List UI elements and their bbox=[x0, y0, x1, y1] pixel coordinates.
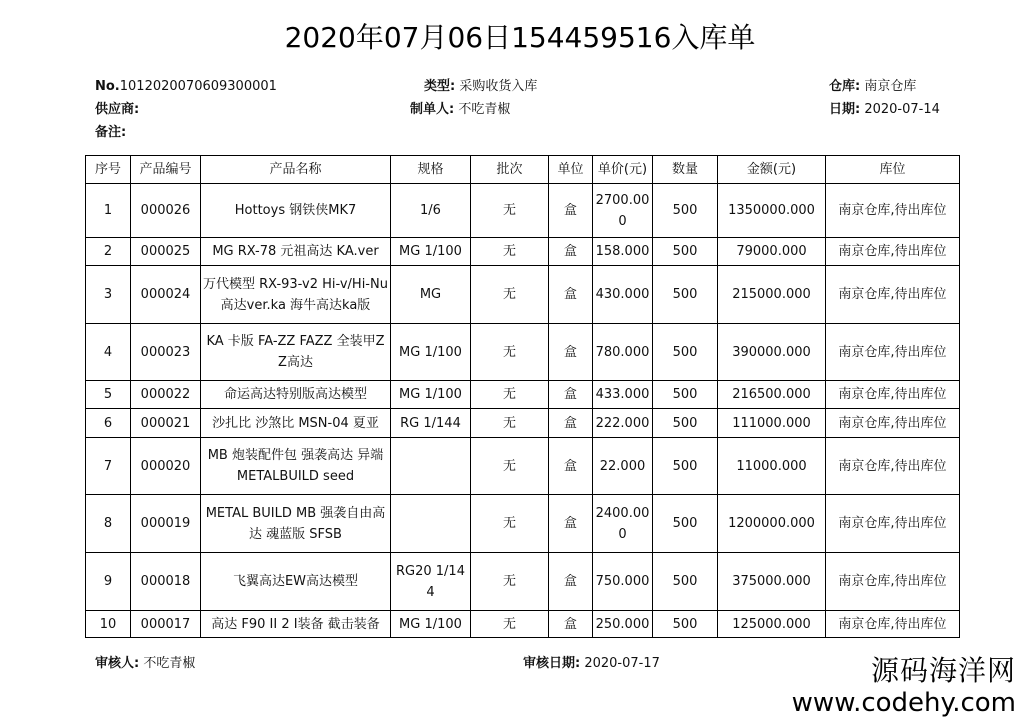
cell-name: 命运高达特别版高达模型 bbox=[201, 381, 391, 409]
cell-code: 000024 bbox=[131, 266, 201, 324]
cell-seq: 7 bbox=[86, 438, 131, 495]
review-date-label: 审核日期: bbox=[523, 656, 581, 671]
cell-location: 南京仓库,待出库位 bbox=[826, 611, 960, 638]
table-row bbox=[86, 495, 960, 553]
reviewer-label: 审核人: bbox=[95, 656, 140, 671]
cell-location: 南京仓库,待出库位 bbox=[826, 438, 960, 495]
cell-price: 22.000 bbox=[593, 438, 653, 495]
cell-seq: 2 bbox=[86, 238, 131, 266]
warehouse bbox=[829, 78, 916, 96]
cell-unit: 盒 bbox=[549, 381, 593, 409]
page-title: 2020年07月06日154459516入库单 bbox=[284, 21, 756, 54]
cell-price: 433.000 bbox=[593, 381, 653, 409]
cell-spec: MG 1/100 bbox=[391, 324, 471, 381]
cell-unit: 盒 bbox=[549, 324, 593, 381]
cell-spec: RG20 1/144 bbox=[391, 553, 471, 611]
cell-spec: MG 1/100 bbox=[391, 611, 471, 638]
cell-unit: 盒 bbox=[549, 438, 593, 495]
col-header-name: 产品名称 bbox=[201, 156, 391, 184]
table-row bbox=[86, 381, 960, 409]
cell-amount: 79000.000 bbox=[718, 238, 826, 266]
cell-amount: 390000.000 bbox=[718, 324, 826, 381]
doc-type-label: 类型: bbox=[424, 79, 456, 94]
cell-price: 750.000 bbox=[593, 553, 653, 611]
cell-name: 万代模型 RX-93-v2 Hi-v/Hi-Nu高达ver.ka 海牛高达ka版 bbox=[201, 266, 391, 324]
creator-label: 制单人: bbox=[410, 102, 455, 117]
cell-location: 南京仓库,待出库位 bbox=[826, 409, 960, 438]
doc-type bbox=[424, 78, 537, 96]
creator bbox=[410, 101, 510, 119]
cell-unit: 盒 bbox=[549, 553, 593, 611]
cell-price: 2400.000 bbox=[593, 495, 653, 553]
col-header-batch: 批次 bbox=[471, 156, 549, 184]
doc-number bbox=[95, 78, 277, 96]
table-row bbox=[86, 611, 960, 638]
remark-label: 备注: bbox=[95, 125, 127, 140]
cell-location: 南京仓库,待出库位 bbox=[826, 266, 960, 324]
cell-seq: 3 bbox=[86, 266, 131, 324]
cell-seq: 4 bbox=[86, 324, 131, 381]
cell-batch: 无 bbox=[471, 611, 549, 638]
table-row bbox=[86, 438, 960, 495]
table-row bbox=[86, 409, 960, 438]
warehouse-label: 仓库: bbox=[829, 79, 861, 94]
cell-location: 南京仓库,待出库位 bbox=[826, 381, 960, 409]
items-table bbox=[85, 155, 960, 638]
cell-batch: 无 bbox=[471, 495, 549, 553]
doc-date bbox=[829, 101, 940, 119]
col-header-price: 单价(元) bbox=[593, 156, 653, 184]
cell-code: 000023 bbox=[131, 324, 201, 381]
cell-qty: 500 bbox=[653, 238, 718, 266]
cell-price: 2700.000 bbox=[593, 184, 653, 238]
cell-location: 南京仓库,待出库位 bbox=[826, 324, 960, 381]
cell-name: MB 炮装配件包 强袭高达 异端 METALBUILD seed bbox=[201, 438, 391, 495]
cell-qty: 500 bbox=[653, 495, 718, 553]
cell-name: 沙扎比 沙煞比 MSN-04 夏亚 bbox=[201, 409, 391, 438]
cell-qty: 500 bbox=[653, 438, 718, 495]
cell-amount: 11000.000 bbox=[718, 438, 826, 495]
table-row bbox=[86, 184, 960, 238]
cell-batch: 无 bbox=[471, 409, 549, 438]
cell-code: 000020 bbox=[131, 438, 201, 495]
table-row bbox=[86, 553, 960, 611]
cell-spec bbox=[391, 438, 471, 495]
cell-code: 000018 bbox=[131, 553, 201, 611]
cell-amount: 375000.000 bbox=[718, 553, 826, 611]
cell-code: 000026 bbox=[131, 184, 201, 238]
col-header-spec: 规格 bbox=[391, 156, 471, 184]
cell-price: 780.000 bbox=[593, 324, 653, 381]
cell-seq: 9 bbox=[86, 553, 131, 611]
cell-qty: 500 bbox=[653, 381, 718, 409]
cell-spec bbox=[391, 495, 471, 553]
cell-price: 430.000 bbox=[593, 266, 653, 324]
cell-unit: 盒 bbox=[549, 409, 593, 438]
cell-qty: 500 bbox=[653, 409, 718, 438]
cell-batch: 无 bbox=[471, 438, 549, 495]
cell-amount: 216500.000 bbox=[718, 381, 826, 409]
watermark-url: www.codehy.com bbox=[791, 688, 1016, 718]
cell-code: 000019 bbox=[131, 495, 201, 553]
cell-location: 南京仓库,待出库位 bbox=[826, 238, 960, 266]
cell-spec: MG 1/100 bbox=[391, 381, 471, 409]
cell-unit: 盒 bbox=[549, 266, 593, 324]
cell-seq: 5 bbox=[86, 381, 131, 409]
review-date bbox=[523, 655, 660, 673]
cell-batch: 无 bbox=[471, 266, 549, 324]
table-row bbox=[86, 324, 960, 381]
watermark-site-name: 源码海洋网 bbox=[870, 654, 1016, 687]
remark bbox=[95, 124, 126, 142]
cell-code: 000021 bbox=[131, 409, 201, 438]
reviewer bbox=[95, 655, 195, 673]
cell-amount: 125000.000 bbox=[718, 611, 826, 638]
doc-type-value: 采购收货入库 bbox=[459, 79, 538, 94]
cell-location: 南京仓库,待出库位 bbox=[826, 495, 960, 553]
cell-seq: 8 bbox=[86, 495, 131, 553]
cell-unit: 盒 bbox=[549, 184, 593, 238]
cell-seq: 10 bbox=[86, 611, 131, 638]
cell-code: 000017 bbox=[131, 611, 201, 638]
cell-batch: 无 bbox=[471, 553, 549, 611]
col-header-seq: 序号 bbox=[86, 156, 131, 184]
cell-batch: 无 bbox=[471, 381, 549, 409]
col-header-unit: 单位 bbox=[549, 156, 593, 184]
cell-name: 飞翼高达EW高达模型 bbox=[201, 553, 391, 611]
cell-spec: MG bbox=[391, 266, 471, 324]
cell-amount: 1200000.000 bbox=[718, 495, 826, 553]
doc-date-label: 日期: bbox=[829, 102, 861, 117]
cell-unit: 盒 bbox=[549, 495, 593, 553]
cell-location: 南京仓库,待出库位 bbox=[826, 553, 960, 611]
cell-qty: 500 bbox=[653, 553, 718, 611]
cell-batch: 无 bbox=[471, 238, 549, 266]
cell-spec: RG 1/144 bbox=[391, 409, 471, 438]
cell-unit: 盒 bbox=[549, 611, 593, 638]
cell-price: 250.000 bbox=[593, 611, 653, 638]
cell-price: 158.000 bbox=[593, 238, 653, 266]
cell-unit: 盒 bbox=[549, 238, 593, 266]
cell-seq: 6 bbox=[86, 409, 131, 438]
cell-qty: 500 bbox=[653, 266, 718, 324]
cell-batch: 无 bbox=[471, 324, 549, 381]
cell-price: 222.000 bbox=[593, 409, 653, 438]
supplier-label: 供应商: bbox=[95, 102, 140, 117]
cell-name: METAL BUILD MB 强袭自由高达 魂蓝版 SFSB bbox=[201, 495, 391, 553]
cell-name: Hottoys 钢铁侠MK7 bbox=[201, 184, 391, 238]
cell-amount: 215000.000 bbox=[718, 266, 826, 324]
doc-date-value: 2020-07-14 bbox=[864, 102, 940, 117]
col-header-qty: 数量 bbox=[653, 156, 718, 184]
cell-location: 南京仓库,待出库位 bbox=[826, 184, 960, 238]
cell-batch: 无 bbox=[471, 184, 549, 238]
cell-qty: 500 bbox=[653, 184, 718, 238]
col-header-code: 产品编号 bbox=[131, 156, 201, 184]
warehouse-value: 南京仓库 bbox=[864, 79, 917, 94]
table-row bbox=[86, 238, 960, 266]
cell-qty: 500 bbox=[653, 611, 718, 638]
cell-code: 000022 bbox=[131, 381, 201, 409]
cell-seq: 1 bbox=[86, 184, 131, 238]
cell-spec: 1/6 bbox=[391, 184, 471, 238]
cell-name: KA 卡版 FA-ZZ FAZZ 全装甲ZZ高达 bbox=[201, 324, 391, 381]
supplier bbox=[95, 101, 139, 119]
cell-name: MG RX-78 元祖高达 KA.ver bbox=[201, 238, 391, 266]
cell-name: 高达 F90 II 2 I装备 截击装备 bbox=[201, 611, 391, 638]
cell-amount: 1350000.000 bbox=[718, 184, 826, 238]
table-row bbox=[86, 266, 960, 324]
doc-number-label: No. bbox=[95, 79, 120, 94]
review-date-value: 2020-07-17 bbox=[584, 656, 660, 671]
cell-amount: 111000.000 bbox=[718, 409, 826, 438]
doc-number-value: 1012020070609300001 bbox=[119, 79, 277, 94]
creator-value: 不吃青椒 bbox=[458, 102, 511, 117]
cell-code: 000025 bbox=[131, 238, 201, 266]
reviewer-value: 不吃青椒 bbox=[143, 656, 196, 671]
col-header-location: 库位 bbox=[826, 156, 960, 184]
watermark bbox=[792, 654, 1016, 718]
table-header-row bbox=[86, 156, 960, 184]
col-header-amount: 金额(元) bbox=[718, 156, 826, 184]
cell-spec: MG 1/100 bbox=[391, 238, 471, 266]
cell-qty: 500 bbox=[653, 324, 718, 381]
